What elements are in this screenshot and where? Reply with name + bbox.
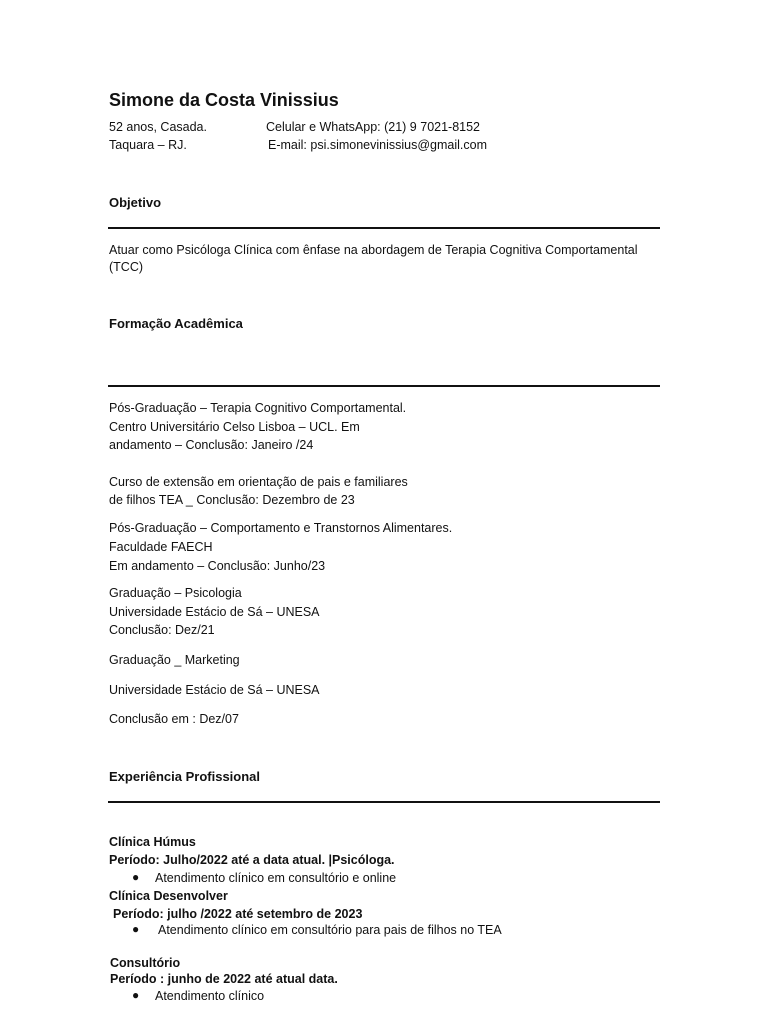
education-line: Graduação _ Marketing <box>109 653 240 667</box>
education-line: Conclusão: Dez/21 <box>109 623 215 637</box>
job-bullet: Atendimento clínico <box>155 989 265 1003</box>
experience-divider <box>108 801 660 803</box>
education-line: Em andamento – Conclusão: Junho/23 <box>109 559 326 573</box>
education-line: de filhos TEA _ Conclusão: Dezembro de 23 <box>109 493 355 507</box>
job-bullet: Atendimento clínico em consultório e online <box>155 871 397 885</box>
job-period: Período : junho de 2022 até atual data. <box>110 972 338 986</box>
education-line: Faculdade FAECH <box>109 540 213 554</box>
phone: Celular e WhatsApp: (21) 9 7021-8152 <box>266 120 481 134</box>
objective-divider <box>108 227 660 229</box>
education-line: Graduação – Psicologia <box>109 586 242 600</box>
location: Taquara – RJ. <box>109 138 187 152</box>
education-line: Conclusão em : Dez/07 <box>109 712 239 726</box>
education-line: Pós-Graduação – Terapia Cognitivo Comportamental. <box>109 401 407 415</box>
job-period: Período: julho /2022 até setembro de 2023 <box>113 907 363 921</box>
job-company: Clínica Desenvolver <box>109 889 228 903</box>
education-heading: Formação Acadêmica <box>109 316 243 331</box>
education-line: Universidade Estácio de Sá – UNESA <box>109 605 320 619</box>
bullet-icon: ● <box>132 870 140 884</box>
bullet-icon: ● <box>132 922 140 936</box>
education-divider <box>108 385 660 387</box>
job-company: Clínica Húmus <box>109 835 196 849</box>
objective-line: (TCC) <box>109 260 144 274</box>
experience-heading: Experiência Profissional <box>109 769 261 784</box>
education-line: Universidade Estácio de Sá – UNESA <box>109 683 320 697</box>
bullet-icon: ● <box>132 988 140 1002</box>
objective-heading: Objetivo <box>109 195 162 210</box>
job-period: Período: Julho/2022 até a data atual. |Psicóloga. <box>109 853 395 867</box>
age-status: 52 anos, Casada. <box>109 120 207 134</box>
education-line: Curso de extensão em orientação de pais e familiares <box>109 475 408 489</box>
education-line: Pós-Graduação – Comportamento e Transtornos Alimentares. <box>109 521 453 535</box>
job-company: Consultório <box>110 956 181 970</box>
job-bullet: Atendimento clínico em consultório para pais de filhos no TEA <box>158 923 502 937</box>
objective-line: Atuar como Psicóloga Clínica com ênfase na abordagem de Terapia Cognitiva Comportamental <box>109 243 638 257</box>
education-line: Centro Universitário Celso Lisboa – UCL. Em <box>109 420 360 434</box>
email: E-mail: psi.simonevinissius@gmail.com <box>268 138 487 152</box>
education-line: andamento – Conclusão: Janeiro /24 <box>109 438 314 452</box>
candidate-name: Simone da Costa Vinissius <box>109 90 339 110</box>
